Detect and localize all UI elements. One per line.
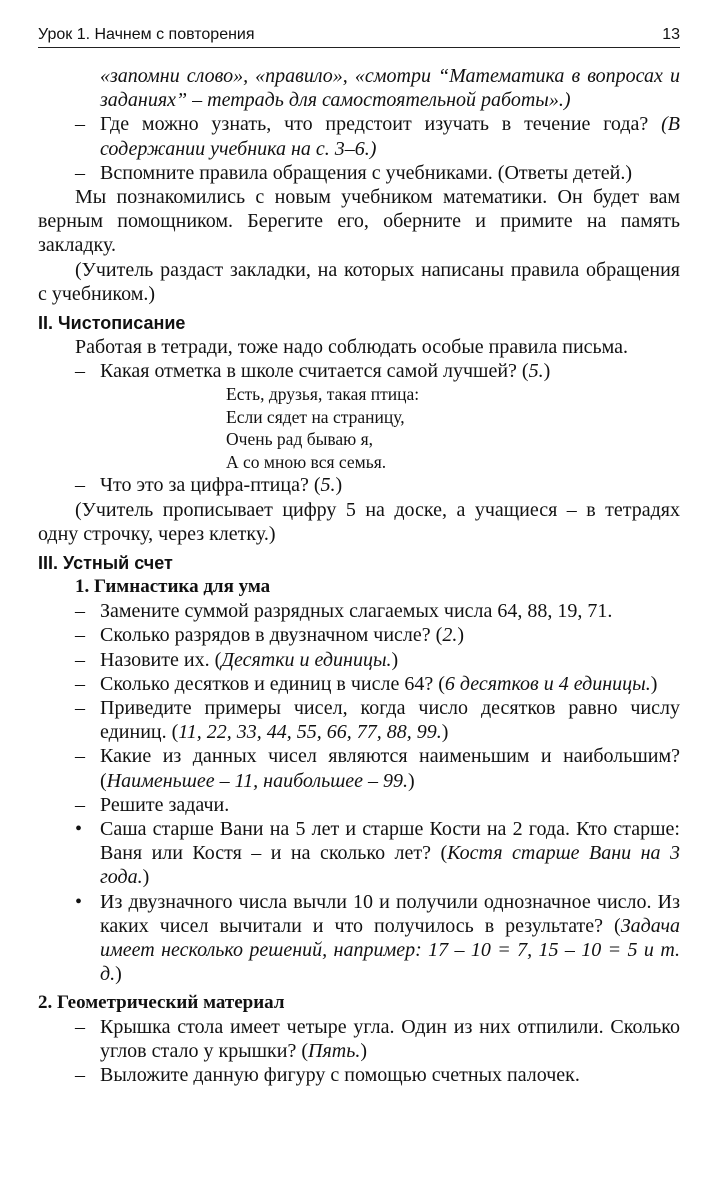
- section-heading: II. Чистописание: [38, 313, 186, 334]
- question-text: Из двузначного числа вычли 10 и получили однозначное число. Из каких чисел вычитали и что получилось в результате? (: [100, 890, 680, 937]
- paren-close: ): [142, 866, 150, 889]
- paragraph: Мы познакомились с новым учебником математики. Он будет вам верным помощником. Берегите его, обернитe и примите на память закладку.: [38, 186, 680, 257]
- list-item: [38, 1015, 680, 1063]
- lesson-title: Урок 1. Начнем с повторения: [38, 26, 255, 43]
- poem-line: Есть, друзья, такая птица:: [226, 384, 420, 405]
- dash-marker: –: [75, 648, 85, 671]
- list-item: [38, 112, 680, 160]
- poem: [38, 383, 680, 473]
- paren-close: ): [441, 721, 449, 744]
- question-text: Сколько десятков и единиц в числе 64? (: [100, 672, 445, 695]
- poem-line: Если сядет на страницу,: [226, 406, 405, 427]
- list-item: [38, 161, 680, 185]
- dash-marker: –: [75, 600, 85, 623]
- answer-text: 2.: [442, 624, 458, 647]
- list-item: [38, 623, 680, 647]
- paren-close: ): [360, 1039, 367, 1062]
- list-item: [38, 359, 680, 383]
- paren-close: ): [391, 648, 399, 671]
- answer-text: Костя старше Вани на 3 года.: [100, 842, 680, 889]
- question-text: Крышка стола имеет четыре угла. Один из них отпилили. Сколько углов стало у крышки? (: [100, 1015, 680, 1062]
- list-item: [38, 648, 680, 672]
- answer-text: Пять.: [308, 1039, 361, 1062]
- running-header: [38, 26, 680, 48]
- section-heading: III. Устный счет: [38, 553, 173, 574]
- dash-marker: –: [75, 161, 85, 184]
- header-rule: [38, 47, 680, 48]
- answer-text: 5.: [528, 360, 544, 383]
- paren-close: ): [543, 360, 551, 383]
- question-text: Какая отметка в школе считается самой лучшей? (: [100, 360, 529, 383]
- question-text: Решите задачи.: [100, 793, 230, 816]
- list-item: [38, 672, 680, 696]
- question-text: Вспомните правила обращения с учебниками. (Ответы детей.): [100, 161, 633, 184]
- question-text: Где можно узнать, что предстоит изучать в течение года?: [100, 113, 649, 136]
- list-item: [38, 890, 680, 987]
- list-item: [38, 473, 680, 497]
- bullet-marker: •: [75, 890, 83, 913]
- dash-marker: –: [75, 697, 85, 720]
- paragraph: (Учитель раздаст закладки, на которых написаны правила обращения с учебником.): [38, 258, 680, 305]
- continued-line: «запомни слово», «правило», «смотри “Математика в вопросах и заданиях” – тетрадь для самостоятельной работы».): [100, 65, 680, 112]
- question-text: Какие из данных чисел являются наименьшим и наибольшим? (: [100, 745, 680, 792]
- dash-marker: –: [75, 672, 85, 695]
- answer-text: Десятки и единицы.: [221, 648, 392, 671]
- question-text: Саша старше Вани на 5 лет и старше Кости на 2 года. Кто старше: Ваня или Костя – и на сколько лет? (: [100, 818, 680, 865]
- paren-close: ): [408, 769, 415, 792]
- question-text: Выложите данную фигуру с помощью счетных палочек.: [100, 1064, 580, 1087]
- answer-text: Задача имеет несколько решений, например: 17 – 10 = 7, 15 – 10 = 5 и т. д.: [100, 914, 680, 986]
- dash-marker: –: [75, 1064, 85, 1087]
- list-item: [38, 817, 680, 890]
- dash-marker: –: [75, 745, 85, 768]
- answer-text: 6 десятков и 4 единицы.: [444, 672, 651, 695]
- exercise-list: [38, 599, 680, 986]
- page-number: 13: [662, 26, 680, 43]
- answer-text: Наименьшее – 11, наибольшее – 99.: [106, 769, 409, 792]
- answer-text: 5.: [320, 474, 336, 497]
- answer-text: 11, 22, 33, 44, 55, 66, 77, 88, 99.: [178, 721, 442, 744]
- exercise-list: [38, 1015, 680, 1088]
- list-item: [38, 1063, 680, 1087]
- list-item: [38, 599, 680, 623]
- list-item: [38, 696, 680, 744]
- poem-line: Очень рад бываю я,: [226, 429, 374, 450]
- question-text: Что это за цифра-птица? (: [100, 474, 321, 497]
- dash-marker: –: [75, 474, 85, 497]
- list-item: [38, 793, 680, 817]
- answer-text: (В содержании учебника на с. 3–6.): [100, 113, 681, 160]
- paren-close: ): [457, 624, 464, 647]
- paragraph: (Учитель прописывает цифру 5 на доске, а учащиеся – в тетрадях одну строчку, через клетку.): [38, 498, 680, 545]
- dash-marker: –: [75, 360, 85, 383]
- paren-close: ): [335, 474, 343, 497]
- paren-close: ): [650, 672, 658, 695]
- question-text: Назовите их. (: [100, 648, 222, 671]
- paragraph: Работая в тетради, тоже надо соблюдать особые правила письма.: [75, 336, 629, 359]
- dash-marker: –: [75, 624, 85, 647]
- poem-line: А со мною вся семья.: [226, 451, 387, 472]
- dash-marker: –: [75, 1015, 85, 1038]
- subsection-heading: 1. Гимнастика для ума: [75, 576, 271, 598]
- dash-marker: –: [75, 793, 85, 816]
- question-text: Приведите примеры чисел, когда число десятков равно числу единиц. (: [100, 697, 680, 744]
- bullet-marker: •: [75, 818, 83, 841]
- page-body: [38, 64, 680, 1087]
- paren-close: ): [115, 963, 122, 986]
- list-item: [38, 744, 680, 792]
- subsection-heading: 2. Геометрический материал: [38, 991, 285, 1013]
- question-text: Замените суммой разрядных слагаемых числа 64, 88, 19, 71.: [100, 600, 613, 623]
- dash-marker: –: [75, 113, 85, 136]
- question-text: Сколько разрядов в двузначном числе? (: [100, 624, 443, 647]
